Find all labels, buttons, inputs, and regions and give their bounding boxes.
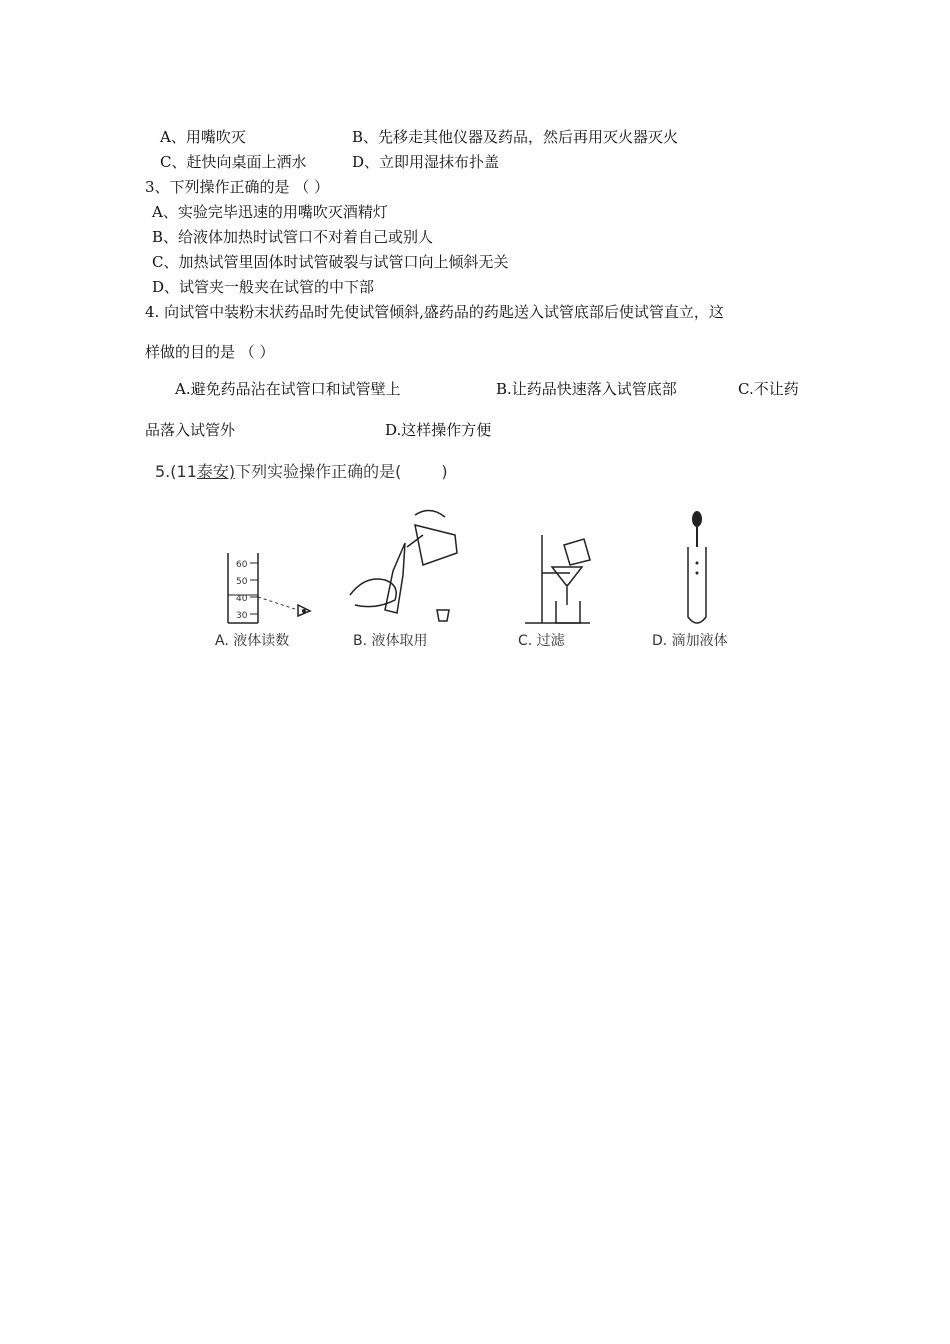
graduated-cylinder-illustration bbox=[200, 505, 330, 625]
caption-c: C. 过滤 bbox=[518, 633, 565, 649]
experiment-figure bbox=[200, 505, 760, 655]
filtration-illustration bbox=[500, 505, 610, 625]
q4-stem-line2: 样做的目的是 （ ） bbox=[145, 343, 275, 361]
q2-option-d: D、立即用湿抹布扑盖 bbox=[352, 153, 500, 171]
q3-option-c: C、加热试管里固体时试管破裂与试管口向上倾斜无关 bbox=[152, 253, 509, 271]
q2-option-a: A、用嘴吹灭 bbox=[160, 128, 246, 146]
q5-text: 下列实验操作正确的是( bbox=[235, 462, 402, 481]
q2-option-c: C、赶快向桌面上洒水 bbox=[160, 153, 307, 171]
q3-option-b: B、给液体加热时试管口不对着自己或别人 bbox=[152, 228, 434, 246]
tick-40: 40 bbox=[236, 594, 248, 604]
tick-30: 30 bbox=[236, 611, 248, 621]
caption-b: B. 液体取用 bbox=[353, 633, 428, 649]
q5-close: ) bbox=[441, 462, 448, 481]
q5-source: 泰安) bbox=[196, 462, 236, 481]
tick-50: 50 bbox=[236, 577, 248, 587]
q4-option-b: B.让药品快速落入试管底部 bbox=[496, 380, 677, 398]
dropper-illustration bbox=[650, 505, 750, 635]
q4-option-c-part2: 品落入试管外 bbox=[145, 421, 236, 439]
q4-stem-line1: 4. 向试管中装粉末状药品时先使试管倾斜,盛药品的药匙送入试管底部后使试管直立，这 bbox=[145, 303, 724, 321]
q5-prefix: 5.(11 bbox=[155, 462, 197, 481]
q3-option-d: D、试管夹一般夹在试管的中下部 bbox=[152, 278, 375, 296]
q3-stem: 3、下列操作正确的是 （ ） bbox=[145, 178, 330, 196]
q3-option-a: A、实验完毕迅速的用嘴吹灭酒精灯 bbox=[152, 203, 388, 221]
q5-stem bbox=[155, 462, 448, 482]
q4-option-a: A.避免药品沾在试管口和试管壁上 bbox=[175, 380, 401, 398]
caption-d: D. 滴加液体 bbox=[652, 633, 728, 649]
q2-option-b: B、先移走其他仪器及药品，然后再用灭火器灭火 bbox=[352, 128, 679, 146]
pouring-liquid-illustration bbox=[345, 505, 475, 625]
q4-option-d: D.这样操作方便 bbox=[385, 421, 492, 439]
tick-60: 60 bbox=[236, 560, 248, 570]
q4-option-c-part1: C.不让药 bbox=[738, 380, 799, 398]
caption-a: A. 液体读数 bbox=[215, 633, 290, 649]
